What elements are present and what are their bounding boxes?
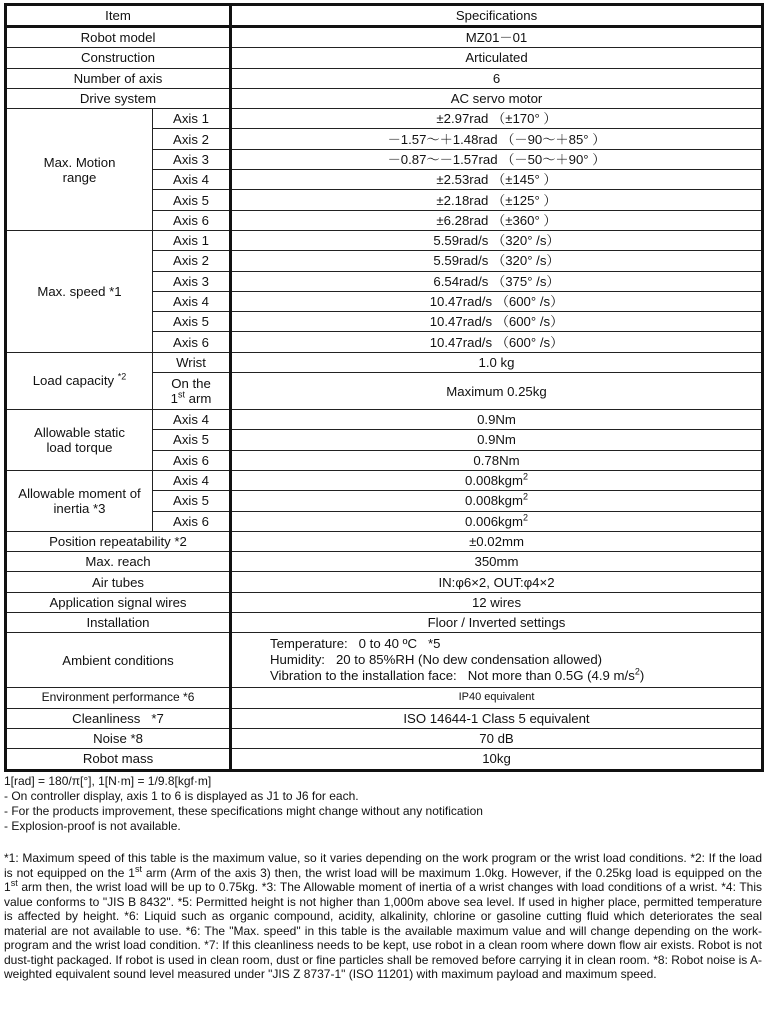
- axis-label: Axis 4: [153, 291, 231, 311]
- ordinal-suffix: st: [10, 878, 18, 888]
- footnotes: [4, 851, 762, 982]
- axis-value: 6.54rad/s （375° /s）: [231, 271, 763, 291]
- table-row: [6, 728, 763, 748]
- axis-label: Axis 5: [153, 430, 231, 450]
- table-row: [6, 531, 763, 551]
- vibration-close: ): [639, 668, 645, 684]
- row-label: Noise *8: [6, 728, 231, 748]
- axis-value: ±6.28rad （±360° ）: [231, 210, 763, 230]
- axis-label: Axis 3: [153, 271, 231, 291]
- table-row: [6, 48, 763, 68]
- axis-label: Axis 2: [153, 129, 231, 149]
- axis-value: ±2.18rad （±125° ）: [231, 190, 763, 210]
- table-row: [6, 592, 763, 612]
- axis-value: 5.59rad/s （320° /s）: [231, 230, 763, 250]
- row-value: 12 wires: [231, 592, 763, 612]
- axis-value: ±2.53rad （±145° ）: [231, 170, 763, 190]
- axis-value: [231, 491, 763, 511]
- row-label: Number of axis: [6, 68, 231, 88]
- table-row: [6, 410, 763, 430]
- ordinal-suffix: st: [134, 863, 142, 874]
- specifications-table: [4, 3, 764, 772]
- table-notes: [4, 774, 762, 834]
- axis-label: Axis 6: [153, 210, 231, 230]
- axis-label: Axis 6: [153, 511, 231, 531]
- axis-value: ±2.97rad （±170° ）: [231, 109, 763, 129]
- ambient-humidity: Humidity: 20 to 85%RH (No dew condensation allowed): [270, 652, 603, 668]
- axis-label: Axis 5: [153, 190, 231, 210]
- axis-value: [231, 470, 763, 490]
- ambient-temperature: Temperature: 0 to 40 ºC *5: [270, 636, 441, 652]
- note-item: - For the products improvement, these specifications might change without any notification: [4, 804, 483, 818]
- table-row: [6, 352, 763, 372]
- ordinal-suffix: st: [177, 389, 185, 400]
- table-row: [6, 708, 763, 728]
- row-value: 70 dB: [231, 728, 763, 748]
- table-row: [6, 88, 763, 108]
- axis-label: Axis 4: [153, 170, 231, 190]
- vibration-exponent: 2: [634, 666, 640, 677]
- footnote-paragraph: [4, 851, 762, 982]
- note-item: - Explosion-proof is not available.: [4, 819, 181, 833]
- arm-text: arm: [184, 391, 212, 407]
- axis-value: 0.9Nm: [231, 430, 763, 450]
- load-capacity-note: *2: [117, 372, 127, 382]
- footnote-text: arm then, the wrist load will be up to 0.75kg. *3: The Allowable moment of inertia of a wrist changes with load conditions of a wrist. *4: This value conforms to "JIS B 8432". *5: Permitted height is not higher than 1,000m above sea level. If used in higher place, permitted temperature is affected by height. *6: Liquid such as organic compound, acidity, alkalinity, chlorine or gasoline cutting fluid which deteriorates the seal material are not available to use. *6: The "Max. speed" in this table is the available maximum value and will change depending on the work-program and the wrist load condition. *7: If this cleanliness needs to be kept, use robot in a clean room where down flow air exists. Robot is not dust-tight packaged. If robot is used in clean room, dust or fine particles shall be removed before carrying it in clean room. *8: Robot noise is A-weighted equivalent sound level measured under "JIS Z 8737-1" (ISO 11201) with maximum payload and maximum speed.: [4, 880, 762, 981]
- group-label-motion-range: Max. Motion range: [6, 109, 153, 231]
- row-value: Articulated: [231, 48, 763, 68]
- axis-value: 0.78Nm: [231, 450, 763, 470]
- axis-value: 5.59rad/s （320° /s）: [231, 251, 763, 271]
- axis-label: Axis 1: [153, 230, 231, 250]
- group-label-inertia: Allowable moment of inertia *3: [6, 470, 153, 531]
- row-label: Air tubes: [6, 572, 231, 592]
- row-label: Robot model: [6, 27, 231, 48]
- row-label: Application signal wires: [6, 592, 231, 612]
- row-value: ISO 14644-1 Class 5 equivalent: [231, 708, 763, 728]
- group-label-load-capacity: [6, 352, 153, 409]
- footnote-text: arm (Arm of the axis 3) then, the wrist load will be maximum 1.0kg. However, if the 0.25kg load is equipped on the 1: [4, 865, 762, 894]
- footnote-text: *1: Maximum speed of this table is the maximum value, so it varies depending on the work program or the wrist load conditions. *2: If the load is not equipped on the 1: [4, 851, 762, 880]
- row-value: 10kg: [231, 749, 763, 770]
- unit-exponent: 2: [522, 491, 528, 502]
- unit-exponent: 2: [522, 512, 528, 523]
- row-value: IP40 equivalent: [231, 688, 763, 708]
- inertia-value: 0.008kgm: [465, 473, 523, 489]
- table-row: [6, 688, 763, 708]
- table-row: [6, 470, 763, 490]
- table-row: [6, 27, 763, 48]
- axis-label: Axis 5: [153, 491, 231, 511]
- row-value: 6: [231, 68, 763, 88]
- row-value: AC servo motor: [231, 88, 763, 108]
- axis-value: 10.47rad/s （600° /s）: [231, 312, 763, 332]
- group-label-static-torque: Allowable static load torque: [6, 410, 153, 471]
- axis-value: 10.47rad/s （600° /s）: [231, 291, 763, 311]
- axis-value: 10.47rad/s （600° /s）: [231, 332, 763, 352]
- inertia-value: 0.006kgm: [465, 513, 523, 529]
- row-label: Construction: [6, 48, 231, 68]
- sub-value: 1.0 kg: [231, 352, 763, 372]
- inertia-value: 0.008kgm: [465, 493, 523, 509]
- table-row: [6, 613, 763, 633]
- row-label: Installation: [6, 613, 231, 633]
- group-label-max-speed: Max. speed *1: [6, 230, 153, 352]
- row-value: MZ01－01: [231, 27, 763, 48]
- sub-value: Maximum 0.25kg: [231, 373, 763, 410]
- row-label: Position repeatability *2: [6, 531, 231, 551]
- table-row: [6, 749, 763, 770]
- note-item: - On controller display, axis 1 to 6 is displayed as J1 to J6 for each.: [4, 789, 359, 803]
- axis-label: Axis 6: [153, 450, 231, 470]
- header-item: Item: [6, 5, 231, 27]
- row-label: Drive system: [6, 88, 231, 108]
- axis-label: Axis 3: [153, 149, 231, 169]
- ordinal-number: 1: [170, 391, 178, 407]
- row-label: Environment performance *6: [6, 688, 231, 708]
- row-label: Max. reach: [6, 552, 231, 572]
- axis-value: －1.57～＋1.48rad （－90～＋85° ）: [231, 129, 763, 149]
- table-row: [6, 572, 763, 592]
- row-value: IN:φ6×2, OUT:φ4×2: [231, 572, 763, 592]
- ambient-vibration: [270, 668, 759, 684]
- axis-value: [231, 511, 763, 531]
- sub-label: Wrist: [153, 352, 231, 372]
- axis-label: Axis 1: [153, 109, 231, 129]
- row-value: Floor / Inverted settings: [231, 613, 763, 633]
- row-label-ambient: Ambient conditions: [6, 633, 231, 688]
- axis-label: Axis 6: [153, 332, 231, 352]
- axis-value: －0.87～－1.57rad （－50～＋90° ）: [231, 149, 763, 169]
- axis-label: Axis 4: [153, 410, 231, 430]
- ambient-conditions-value: [231, 633, 763, 688]
- header-specifications: Specifications: [231, 5, 763, 27]
- table-row: [6, 230, 763, 250]
- axis-label: Axis 2: [153, 251, 231, 271]
- row-label: Cleanliness *7: [6, 708, 231, 728]
- table-row: [6, 109, 763, 129]
- row-value: ±0.02mm: [231, 531, 763, 551]
- table-row: [6, 68, 763, 88]
- axis-value: 0.9Nm: [231, 410, 763, 430]
- sub-label-line1: On the: [171, 376, 211, 392]
- row-value: 350mm: [231, 552, 763, 572]
- sub-label-line2: [155, 391, 227, 406]
- table-row: [6, 633, 763, 688]
- axis-label: Axis 4: [153, 470, 231, 490]
- unit-exponent: 2: [522, 471, 528, 482]
- load-capacity-label: Load capacity: [32, 373, 115, 389]
- unit-conversion-note: 1[rad] = 180/π[°], 1[N·m] = 1/9.8[kgf·m]: [4, 774, 212, 788]
- row-label: Robot mass: [6, 749, 231, 770]
- sub-label: [153, 373, 231, 410]
- table-header-row: [6, 5, 763, 27]
- vibration-text: Vibration to the installation face: Not more than 0.5G (4.9 m/s: [270, 668, 635, 684]
- axis-label: Axis 5: [153, 312, 231, 332]
- table-row: [6, 552, 763, 572]
